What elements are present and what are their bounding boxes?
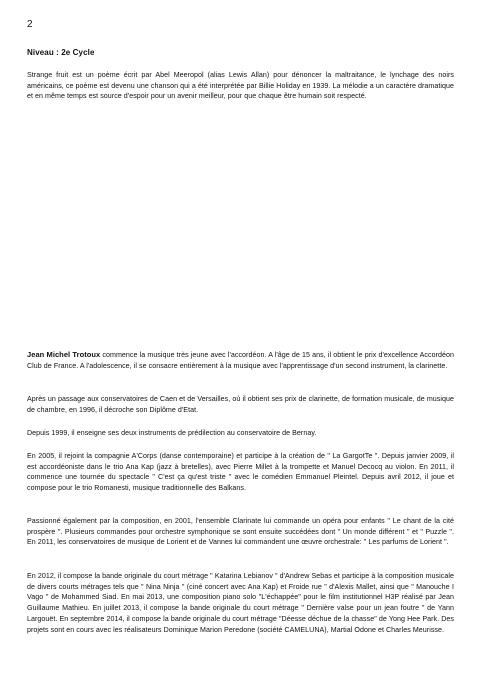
bio-paragraph-1-text: commence la musique très jeune avec l'accordéon. A l'âge de 15 ans, il obtient le prix d'excellence Accordéon Club de France. A l'adolescence, il se consacre entièrement à la musique avec l'apprentissage d'un second instrument, la clarinette. (27, 351, 454, 370)
bio-paragraph-5: Passionné également par la composition, en 2001, l'ensemble Clarinate lui commande un opéra pour enfants " Le chant de la cité prospère ". Plusieurs commandes pour orchestre symphonique se sont ensuite succédées dont " Un monde différent " et " Puzzle ". En 2011, les conservatoires de musique de Lorient et de Vannes lui commandent une œuvre orchestrale: " Les parfums de Lorient ". (27, 517, 454, 547)
bio-paragraph-6: En 2012, il compose la bande originale du court métrage " Katarina Lebianov " d'Andrew Sebas et participe à la composition musicale de divers courts métrages tels que " Nina Ninja " (ciné concert avec Ana Kap) et Froide rue " d'Alexis Mallet, ainsi que " Manouche I Vago " de Mohammed Siad. En mai 2013, une composition piano solo "L'échappée" pour le film institutionnel H3P réalisé par Jean Guillaume Mathieu. En juillet 2013, il compose la bande originale du court métrage " Dernière valse pour un jean foutre " de Yann Largouët. En septembre 2014, il compose la bande originale du court métrage "Déesse déchue de la chasse" de Yong Hee Park. Des projets sont en cours avec les réalisateurs Dominique Marion Peredone (société CAMELUNA), Martial Odone et Charles Meurisse. (27, 572, 454, 634)
bio-paragraph-1 (27, 350, 454, 371)
level-heading: Niveau : 2e Cycle (27, 48, 95, 57)
intro-paragraph: Strange fruit est un poème écrit par Abel Meeropol (alias Lewis Allan) pour dénoncer la maltraitance, le lynchage des noirs américains, ce poème est devenu une chanson qui a été interprétée par Billie Holiday en 1939. La mélodie a un caractère dramatique et en même temps est source d'espoir pour un avenir meilleur, pour que chaque être humain soit respecté. (27, 71, 454, 101)
bio-paragraph-2: Après un passage aux conservatoires de Caen et de Versailles, où il obtient ses prix de clarinette, de formation musicale, de musique de chambre, en 1996, il décroche son Diplôme d'Etat. (27, 395, 454, 414)
composer-name: Jean Michel Trotoux (27, 350, 101, 359)
page-number: 2 (27, 19, 33, 30)
bio-paragraph-4: En 2005, il rejoint la compagnie A'Corps (danse contemporaine) et participe à la création de " La GargotTe ". Depuis janvier 2009, il est accordéoniste dans le trio Ana Kap (jazz à bretelles), avec Pierre Millet à la trompette et Manuel Decocq au violon. En 2011, il commence une tournée du spectacle " C'est ça qu'est triste " avec le comédien Emmanuel Pleintel. Depuis avril 2012, il joue et compose pour le trio Romanesti, musique traditionnelle des Balkans. (27, 452, 454, 493)
bio-paragraph-3: Depuis 1999, il enseigne ses deux instruments de prédilection au conservatoire de Bernay. (27, 429, 317, 437)
